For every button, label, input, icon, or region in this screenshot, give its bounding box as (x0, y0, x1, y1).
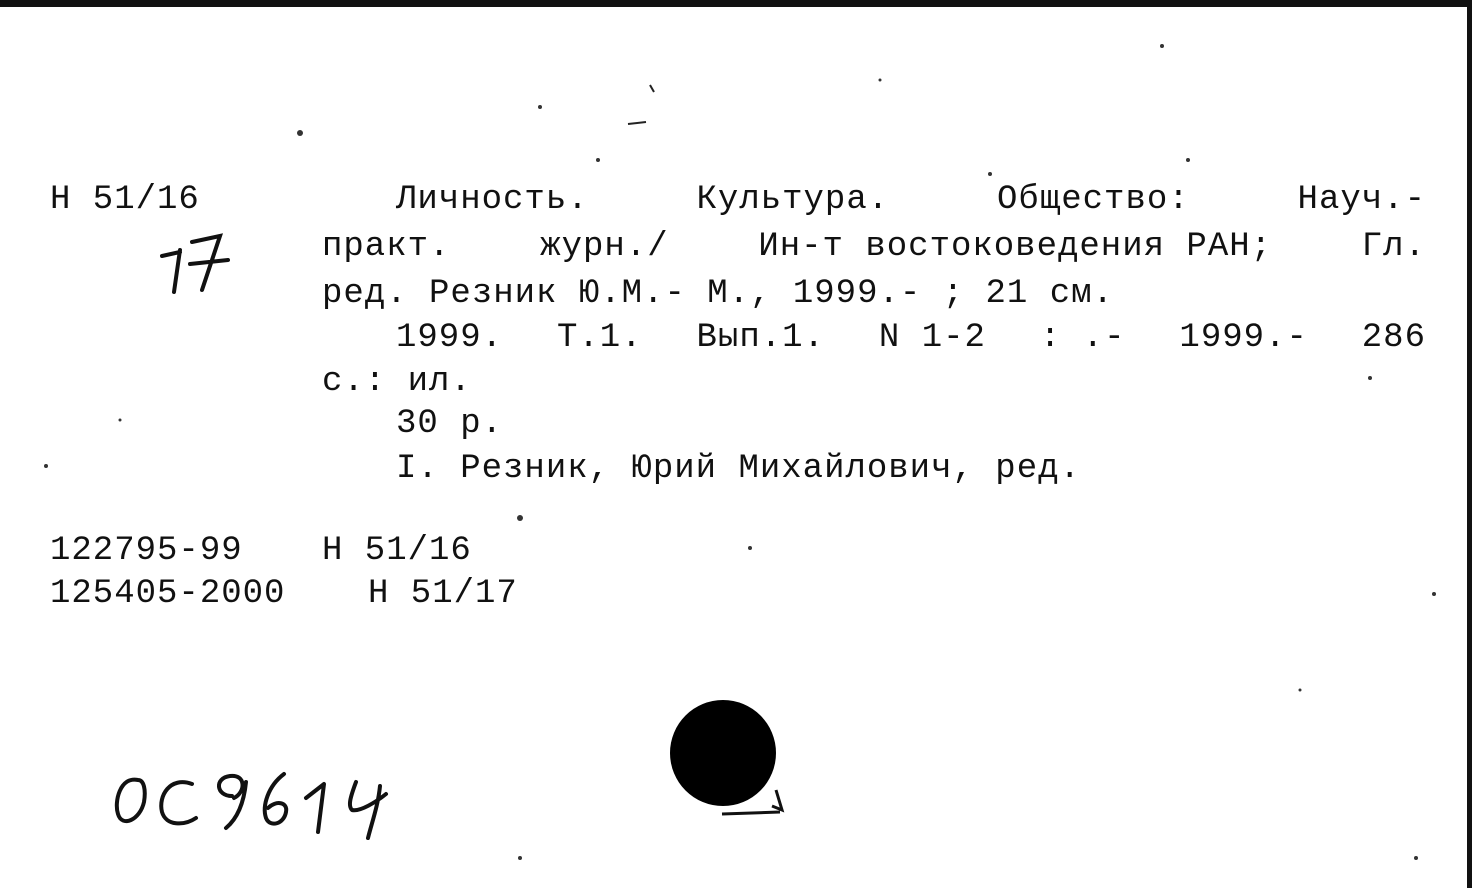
handwritten-number (100, 762, 410, 842)
handwritten-mark (150, 222, 250, 298)
issue-line-2: с.: ил. (322, 363, 472, 401)
issue-part: : .- (1039, 319, 1126, 357)
title-line-3: ред. Резник Ю.М.- М., 1999.- ; 21 см. (322, 275, 1114, 313)
issue-part: N 1-2 (878, 319, 986, 357)
accession-number: 122795-99 (50, 532, 243, 570)
title-word: практ. (322, 228, 451, 266)
issue-line-1 (396, 318, 1426, 358)
title-word: Культура. (696, 181, 890, 219)
issue-part: Т.1. (556, 319, 643, 357)
title-word: журн./ (540, 228, 669, 266)
issue-part: Вып.1. (696, 319, 825, 357)
title-line-1 (396, 180, 1426, 220)
shelf-number: Н 51/17 (368, 575, 518, 613)
title-word: Ин-т востоковедения РАН; (758, 228, 1273, 266)
title-word: Общество: (997, 181, 1190, 219)
title-word: Гл. (1361, 228, 1426, 266)
shelf-number: Н 51/16 (322, 532, 472, 570)
added-entry: I. Резник, Юрий Михайлович, ред. (396, 450, 1081, 488)
hole-tear-mark (716, 780, 796, 820)
issue-part: 1999. (396, 319, 504, 357)
title-line-2 (322, 227, 1426, 267)
issue-part: 1999.- (1179, 319, 1308, 357)
issue-part: 286 (1361, 319, 1426, 357)
accession-number: 125405-2000 (50, 575, 286, 613)
price: 30 р. (396, 405, 504, 443)
title-word: Науч.- (1297, 181, 1426, 219)
title-word: Личность. (396, 181, 589, 219)
call-number: Н 51/16 (50, 181, 200, 219)
